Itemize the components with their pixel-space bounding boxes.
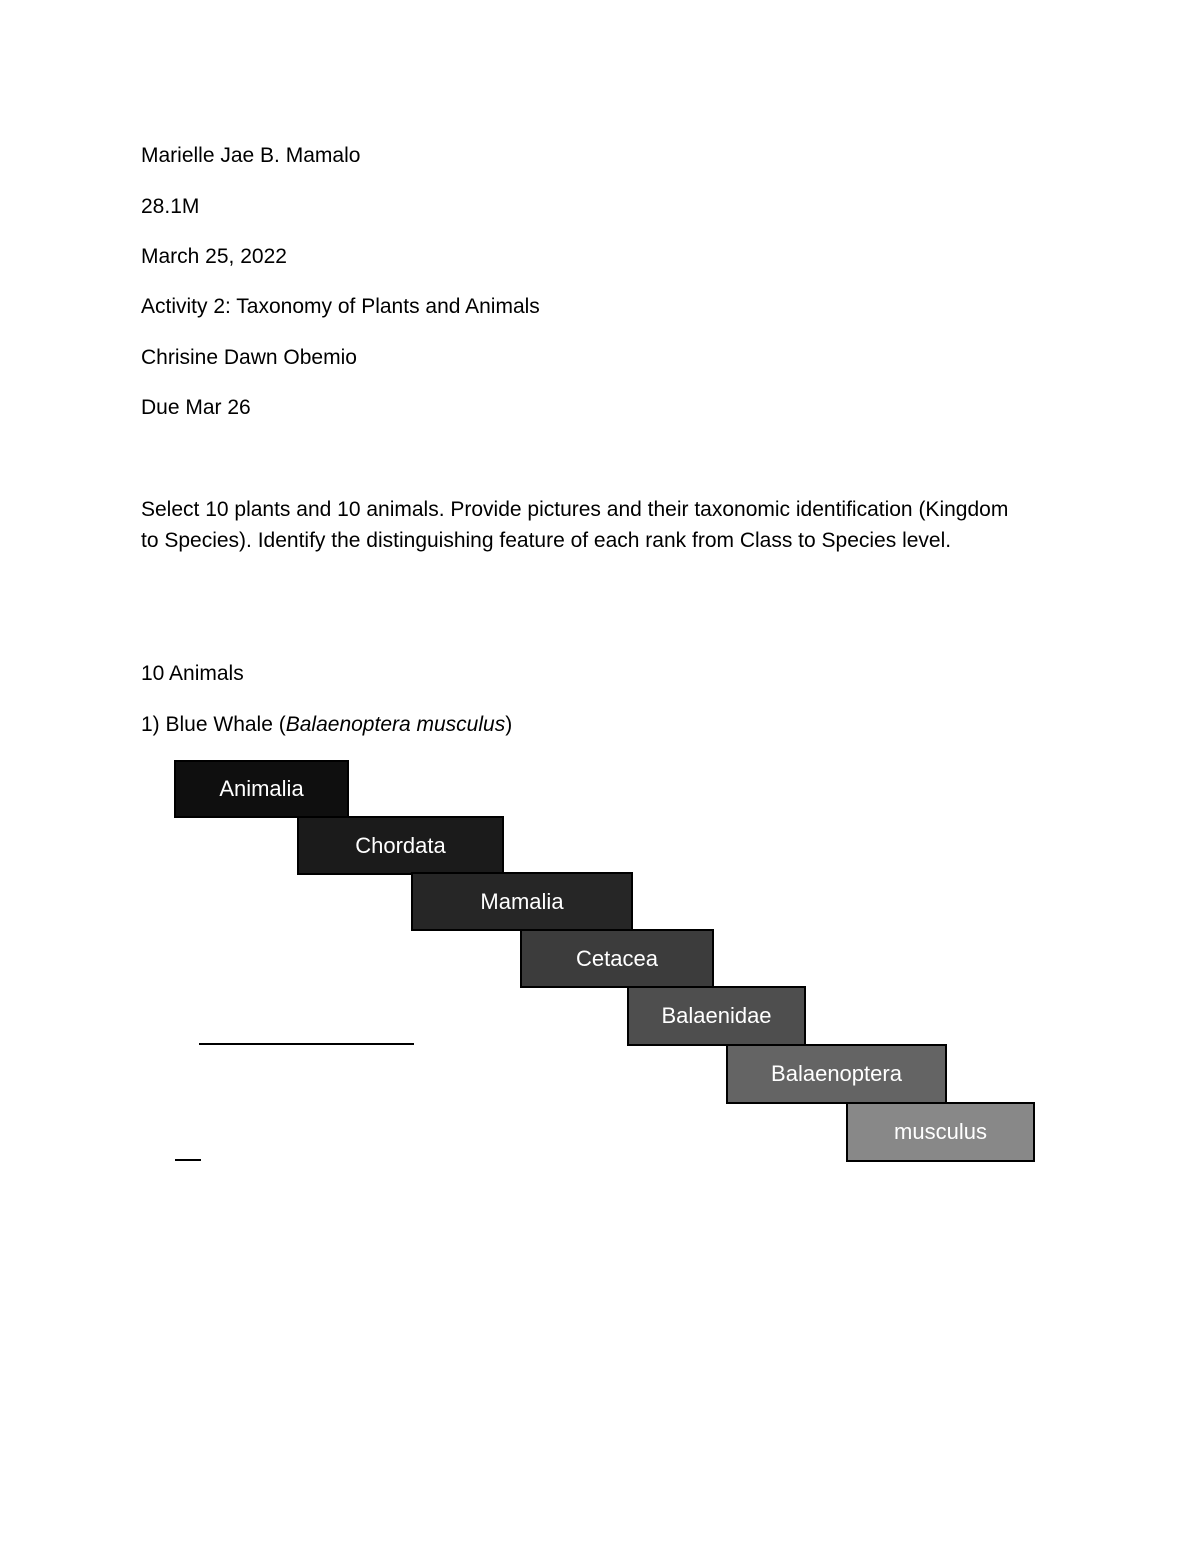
taxonomy-rank-order <box>520 929 714 988</box>
short-rule <box>175 1159 201 1161</box>
instructions-paragraph: Select 10 plants and 10 animals. Provide pictures and their taxonomic identification (Kingdom to Species). Identify the distinguishing feature of each rank from Class to Species level. <box>141 498 1009 552</box>
taxonomy-rank-family <box>627 986 806 1046</box>
date-line: March 25, 2022 <box>141 245 287 268</box>
item-1-heading <box>141 712 512 738</box>
horizontal-rule <box>199 1043 414 1045</box>
taxonomy-rank-label: Chordata <box>355 832 446 858</box>
taxonomy-rank-genus <box>726 1044 947 1104</box>
taxonomy-rank-label: Animalia <box>219 776 304 801</box>
section-heading: 10 Animals <box>141 662 244 685</box>
taxonomy-rank-phylum <box>297 816 504 875</box>
item-1-prefix: 1) Blue Whale ( <box>141 713 286 736</box>
activity-title: Activity 2: Taxonomy of Plants and Animals <box>141 295 540 318</box>
section-code: 28.1M <box>141 195 200 218</box>
taxonomy-rank-class <box>411 872 633 931</box>
taxonomy-rank-label: Balaenidae <box>661 1003 772 1028</box>
taxonomy-rank-label: Cetacea <box>576 945 658 971</box>
taxonomy-rank-label: Balaenoptera <box>771 1061 902 1086</box>
student-name: Marielle Jae B. Mamalo <box>141 144 361 167</box>
taxonomy-rank-species <box>846 1102 1035 1162</box>
item-1-suffix: ) <box>505 713 513 736</box>
instructor-name: Chrisine Dawn Obemio <box>141 346 357 369</box>
due-date: Due Mar 26 <box>141 396 251 419</box>
taxonomy-rank-label: musculus <box>894 1119 987 1144</box>
taxonomy-rank-label: Mamalia <box>480 888 564 914</box>
taxonomy-rank-kingdom <box>174 760 349 818</box>
item-1-scientific-name: Balaenoptera musculus <box>285 713 506 736</box>
